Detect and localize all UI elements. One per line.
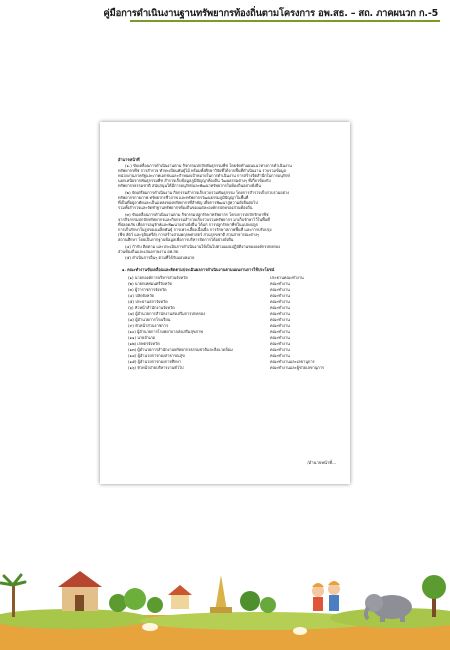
member-role: ประธานคณะทำงาน (270, 275, 304, 280)
paragraph-line: ที่ปลอดภัย เพื่อการอนุรักษ์และพัฒนาอย่างยั่งยืน ได้แก่ การปลูกรักษาพืชในแปลงปลูก (118, 222, 259, 227)
paragraph-line: (๒) จัดเตรียมการดำเนินงาน กิจกรรมสำรวจเก็บรวบรวมพันธุกรรม โดยการสำรวจเก็บรวบรวมอย่าง (125, 190, 290, 195)
member-name: (๙) หัวหน้าส่วนราชการ (128, 323, 169, 328)
member-name: (๑๕) ผู้อำนวยการกองการศึกษา (128, 359, 182, 364)
document-page (100, 122, 350, 484)
member-role: คณะทำงาน (270, 299, 290, 304)
member-name: (๔) ปลัดจังหวัด (128, 293, 155, 298)
paragraph-line: จากกิจกรรมปกปักทรัพยากรและกิจกรรมสำรวจเก็บรวบรวมทรัพยากร มาเก็บรักษาไว้ในพื้นที่ (118, 217, 270, 222)
paragraph-line: (๔) กำกับ ติดตาม และประเมินการดำเนินงานให้เป็นไปตามแผนปฏิบัติงานขององค์กรปกครอง (125, 244, 281, 249)
paragraph-line: ที่เป็นที่อยู่อาศัยและเป็นแหล่งของทรัพยากรที่สำคัญ เพื่อการพัฒนาสู่ความยั่งยืนต่อไป (118, 200, 258, 205)
member-role: คณะทำงาน (270, 329, 290, 334)
member-role: คณะทำงาน (270, 305, 290, 310)
member-name: (๑๓) ผู้อำนวยการสำนักงานทรัพยากรธรรมชาติและสิ่งแวดล้อม (128, 347, 233, 352)
paragraph-line: นอกเหนือจากพันธุกรรมพืช สำรวจเก็บข้อมูลภูมิปัญญาท้องถิ่น วัฒนธรรมต่างๆ ที่เกี่ยวข้องกับ (118, 178, 271, 183)
member-name: (๒) นายกเทศมนตรีจังหวัด (128, 281, 172, 286)
header-title: คู่มือการดำเนินงานฐานทรัพยากรท้องถิ่นตามโครงการ อพ.สธ. – สถ. ภาคผนวก ก.-5 (103, 8, 438, 19)
member-name: (๖) หัวหน้าสำนักงานจังหวัด (128, 305, 175, 310)
paragraph-line: (๕) ดำเนินการอื่นๆ ตามที่ได้รับมอบหมาย (125, 255, 195, 260)
paragraph-line: รวมทั้งสำรวจและจัดทำฐานทรัพยากรท้องถิ่นของแต่ละองค์กรปกครองส่วนท้องถิ่น (118, 205, 253, 210)
paragraph-line: (๑.) ขับเคลื่อนการดำเนินงานตาม กิจกรรมปกปักพันธุกรรมพืช โดยจัดทำแผนแนวทางการดำเนินงาน (125, 163, 292, 168)
paragraph-line: สถานศึกษา โดยเป็นรากฐานข้อมูลเพื่อการบริหารจัดการได้อย่างยั่งยืน (118, 237, 234, 242)
paragraph-line: หน่วยงานภาครัฐและภาคเอกชนและกำหนดเป้าหมายในการดำเนินงาน การสร้างจิตสำนึกในการอนุรักษ์ (118, 173, 290, 178)
member-role: คณะทำงาน (270, 323, 290, 328)
member-role: คณะทำงานและเลขานุการ (270, 359, 315, 364)
member-role: คณะทำงาน (270, 341, 290, 346)
paragraph-line: การเก็บรักษาในรูปของเมล็ดพันธุ์ การเพาะเลี้ยงเนื้อเยื่อ การรักษาสภาพพื้นที่ และการปรับปรุง (118, 227, 272, 232)
list-heading: ๑. คณะทำงานขับเคลื่อนและติดตามประเมินผลการดำเนินงานตามแผนงานการใช้ประโยชน์ (122, 267, 275, 272)
header-divider (130, 20, 440, 22)
member-name: (๘) ผู้อำนวยการโรงเรียน (128, 317, 171, 322)
member-role: คณะทำงาน (270, 293, 290, 298)
member-role: คณะทำงาน (270, 287, 290, 292)
member-name: (๑๔) ผู้อำนวยการกองสาธารณสุข (128, 353, 185, 358)
section-heading: อำนาจหน้าที่ (118, 157, 140, 162)
member-name: (๕) ประธานสภาจังหวัด (128, 299, 168, 304)
member-name: (๓) ผู้ว่าราชการจังหวัด (128, 287, 167, 292)
member-role: คณะทำงาน (270, 353, 290, 358)
member-name: (๑๑) นายอำเภอ (128, 335, 156, 340)
member-role: คณะทำงาน (270, 311, 290, 316)
member-name: (๑๖) หัวหน้าฝ่ายบริหารงานทั่วไป (128, 365, 184, 370)
paragraph-line: ทรัพยากรพืช การสำรวจ ทำทะเบียนพันธุ์ไม้ พร้อมทั้งศึกษาวิจัยที่ได้จากพื้นที่ดำเนินงาน รวบรวมข้อมูล (118, 168, 286, 173)
member-role: คณะทำงาน (270, 335, 290, 340)
member-name: (๑๐) ผู้อำนวยการโรงพยาบาลส่งเสริมสุขภาพ (128, 329, 203, 334)
member-role: คณะทำงานและผู้ช่วยเลขานุการ (270, 365, 325, 370)
village-scene-illustration (0, 555, 450, 650)
paragraph-line: ทรัพยากรธรรมชาติ สนับสนุนให้มีการอนุรักษ์และพัฒนาทรัพยากรในท้องถิ่นอย่างยั่งยืน (118, 183, 261, 188)
member-role: คณะทำงาน (270, 281, 290, 286)
paragraph-line: ทรัพยากรกายภาพ ทรัพยากรชีวภาพ และทรัพยากรวัฒนธรรมภูมิปัญญาในพื้นที่ (118, 195, 249, 200)
list-item (118, 365, 332, 371)
member-name: (๑) นายกองค์การบริหารส่วนจังหวัด (128, 275, 188, 280)
member-name: (๑๒) เกษตรจังหวัด (128, 341, 160, 346)
paragraph-line: (๓) ขับเคลื่อนการดำเนินงานตาม กิจกรรมปลูกรักษาทรัพยากร โครงการปกปักรักษาพืช (125, 212, 269, 217)
paragraph-line: ส่วนท้องถิ่นและเสนอรายงาน อพ.สธ. (118, 249, 180, 254)
paragraph-line: (พืช สัตว์ และจุลินทรีย์) การสร้างสวนพฤกษศาสตร์ สวนรุกขชาติ สวนสาธารณะต่างๆ (118, 232, 260, 237)
member-name: (๗) ผู้อำนวยการสำนักงานส่งเสริมการปกครอง (128, 311, 206, 316)
member-role: คณะทำงาน (270, 347, 290, 352)
member-role: คณะทำงาน (270, 317, 290, 322)
continued-note: /อำนาจหน้าที่... (307, 460, 336, 465)
